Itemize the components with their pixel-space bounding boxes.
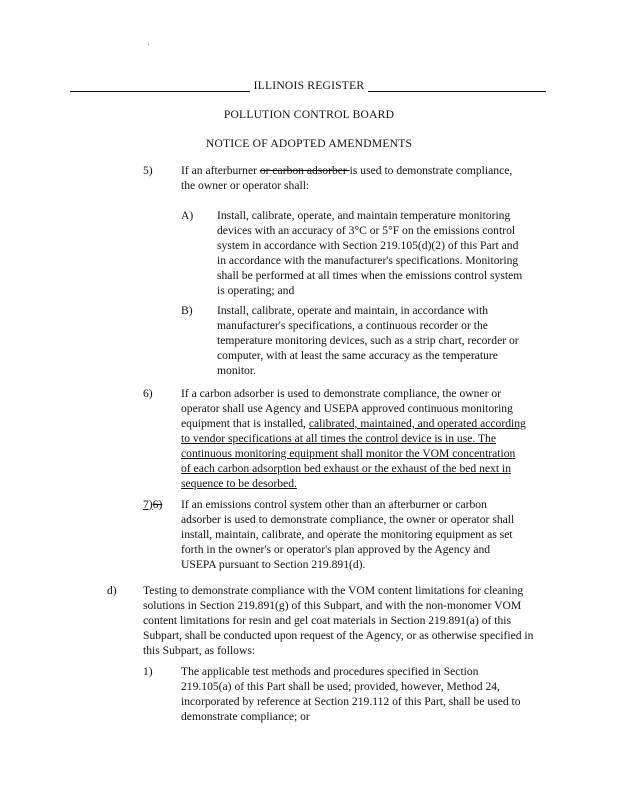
- subparagraph-5b: Install, calibrate, operate and maintain, in accordance with manufacturer's specifications, a continuous recorder or the temperature monitoring devices, such as a strip chart, recorder or computer, with at least the same accuracy as the temperature monitor.: [217, 304, 519, 377]
- paragraph-6-inserted-text: calibrated, maintained, and operated according to vendor specifications at all times the control device is in use. The continuous monitoring equipment shall monitor the VOM concentration of each carbon adsorption bed exhaust or the exhaust of the bed next in sequence to be desorbed.: [181, 417, 526, 490]
- subsection-d-label: d): [107, 584, 117, 597]
- paragraph-6: [181, 386, 527, 491]
- paragraph-7-new-label: 7): [143, 498, 153, 511]
- subsection-d1-label: 1): [143, 665, 153, 678]
- paragraph-6-label: 6): [143, 387, 153, 400]
- paragraph-5: [181, 163, 529, 193]
- paragraph-5-label: 5): [143, 164, 153, 177]
- paragraph-7-old-label: 6): [152, 498, 163, 511]
- subparagraph-5a-label: A): [181, 209, 194, 222]
- notice-title: NOTICE OF ADOPTED AMENDMENTS: [205, 137, 413, 150]
- register-title: [0, 78, 618, 93]
- subsection-d1: The applicable test methods and procedures specified in Section 219.105(a) of this Part shall be used; provided, however, Method 24, incorporated by reference at Section 219.112 of this Part, shall be used to demonstrate compliance; or: [181, 665, 521, 723]
- board-title: POLLUTION CONTROL BOARD: [223, 108, 395, 121]
- subparagraph-5b-label: B): [181, 304, 193, 317]
- paragraph-7: If an emissions control system other than an afterburner or carbon adsorber is used to demonstrate compliance, the owner or operator shall install, maintain, calibrate, and operate the monitoring equipment as set forth in the owner's or operator's plan approved by the Agency and USEPA pursuant to Section 219.891(d).: [181, 498, 515, 571]
- register-title-text: ILLINOIS REGISTER: [250, 79, 369, 92]
- paragraph-5-struck-text: or carbon adsorber: [259, 164, 350, 177]
- scan-speck: [148, 44, 149, 45]
- paragraph-6-text: If a carbon adsorber is used to demonstrate compliance, the owner or operator shall use Agency and USEPA approved continuous monitoring equipment that is installed,: [181, 387, 513, 430]
- paragraph-5-text-a: If an afterburner: [181, 164, 260, 177]
- paragraph-5-text-b: is used to demonstrate compliance,: [349, 164, 513, 177]
- paragraph-7-label: [143, 497, 162, 512]
- subsection-d: Testing to demonstrate compliance with the VOM content limitations for cleaning solutions in Section 219.891(g) of this Subpart, and with the non-monomer VOM content limitations for resin and gel coat materials in Section 219.891(a) of this Subpart, shall be conducted upon request of the Agency, or as otherwise specified in this Subpart, as follows:: [143, 584, 534, 657]
- paragraph-5-text-c: the owner or operator shall:: [181, 179, 310, 192]
- subparagraph-5a: Install, calibrate, operate, and maintain temperature monitoring devices with an accuracy of 3°C or 5°F on the emissions control system in accordance with Section 219.105(d)(2) of this Part and in accordance with the manufacturer's specifications. Monitoring shall be performed at all times when the emissions control system is operating; and: [217, 209, 523, 297]
